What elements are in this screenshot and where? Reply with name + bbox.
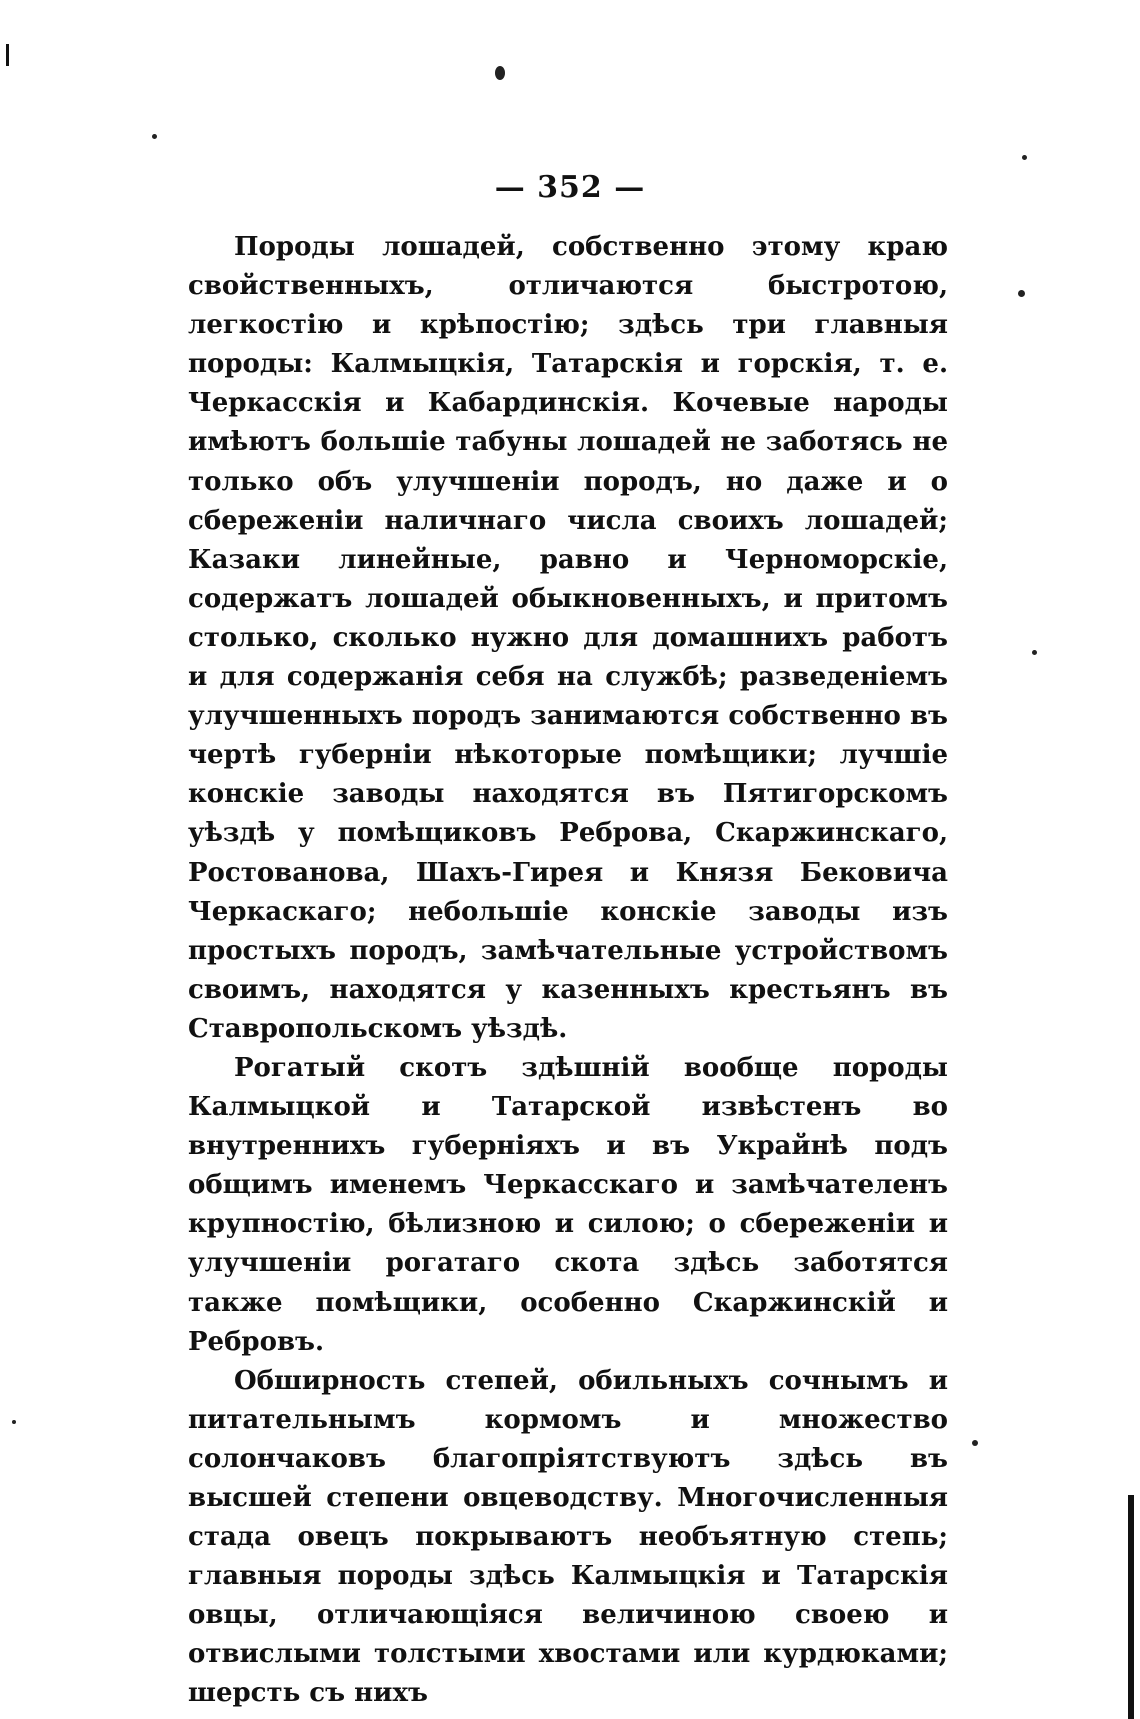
ink-speck xyxy=(972,1440,978,1446)
ink-speck xyxy=(495,66,505,80)
page-number: — 352 — xyxy=(494,170,646,205)
ink-speck xyxy=(12,1420,16,1424)
ink-speck xyxy=(1022,155,1027,160)
paragraph-horses: Породы лошадей, собственно этому краю свойственныхъ, отличаются быстротою, легкостію и крѣпостію; здѣсь три главныя породы: Калмыцкія, Татарскія и горскія, т. е. Черкасскія и Кабардинскія. Кочевые народы имѣютъ большіе табуны лошадей не заботясь не только объ улучшеніи породъ, но даже и о сбереженіи наличнаго числа своихъ лошадей; Казаки линейные, равно и Черноморскіе, содержатъ лошадей обыкновенныхъ, и притомъ столько, сколько нужно для домашнихъ работъ и для содержанія себя на службѣ; разведеніемъ улучшенныхъ породъ занимаются собственно въ чертѣ губерніи нѣкоторые помѣщики; лучшіе конскіе заводы находятся въ Пятигорскомъ уѣздѣ у помѣщиковъ Реброва, Скаржинскаго, Ростованова, Шахъ-Гирея и Князя Бековича Черкаскаго; небольшіе конскіе заводы изъ простыхъ породъ, замѣчательные устройствомъ своимъ, находятся у казенныхъ крестьянъ въ Ставропольскомъ уѣздѣ. xyxy=(188,232,948,1044)
right-edge-mark xyxy=(1128,1495,1134,1719)
paragraph-cattle: Рогатый скотъ здѣшній вообще породы Калмыцкой и Татарской извѣстенъ во внутреннихъ губерніяхъ и въ Украйнѣ подъ общимъ именемъ Черкасскаго и замѣчателенъ крупностію, бѣлизною и силою; о сбереженіи и улучшеніи рогатаго скота здѣсь заботятся также помѣщики, особенно Скаржинскій и Ребровъ. xyxy=(188,1052,948,1357)
left-edge-mark xyxy=(6,44,9,66)
ink-speck xyxy=(152,134,157,139)
ink-speck xyxy=(1032,650,1037,655)
paragraph-sheep: Обширность степей, обильныхъ сочнымъ и питательнымъ кормомъ и множество солончаковъ благопріятствуютъ здѣсь въ высшей степени овцеводству. Многочисленныя стада овецъ покрываютъ необъятную степь; главныя породы здѣсь Калмыцкія и Татарскія овцы, отличающіяся величиною своею и отвислыми толстыми хвостами или курдюками; шерсть съ нихъ xyxy=(188,1365,948,1709)
ink-speck xyxy=(1018,290,1025,297)
body-text xyxy=(188,228,948,1714)
